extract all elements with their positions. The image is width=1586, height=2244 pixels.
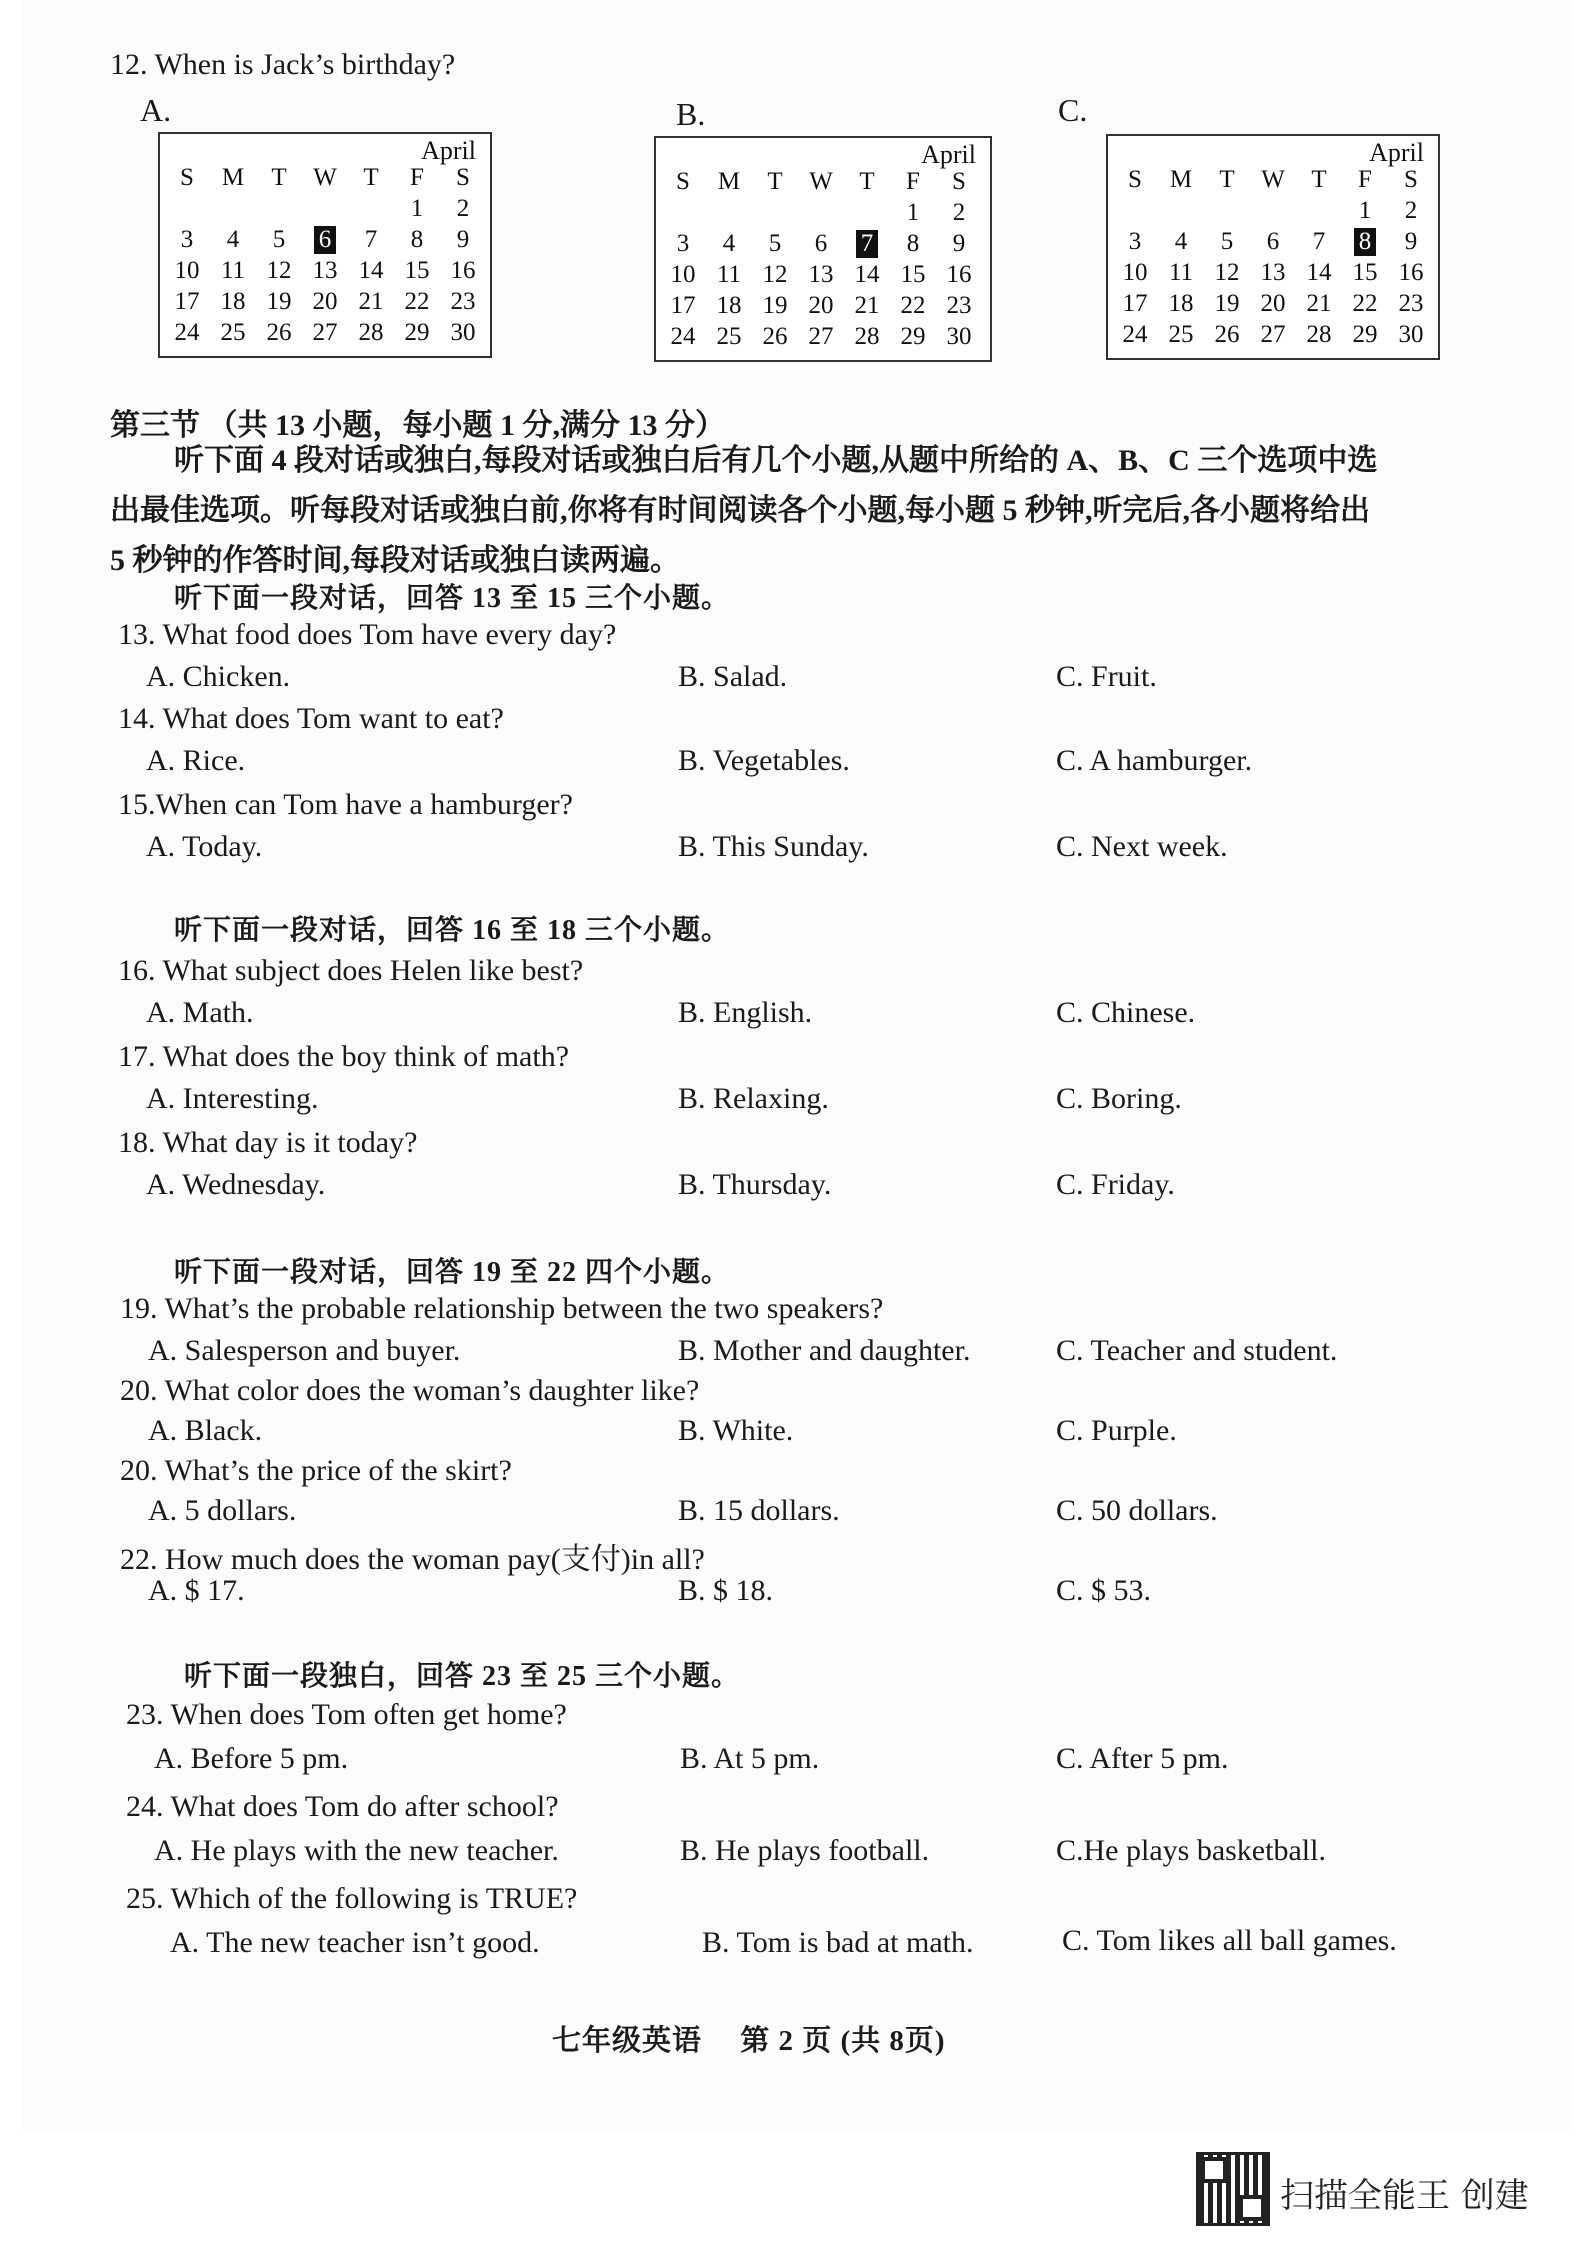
date-cell: 11 — [1168, 258, 1194, 286]
week-row — [660, 259, 982, 290]
date-cell: 11 — [716, 260, 742, 288]
date-cell: 3 — [1128, 227, 1142, 255]
week-row — [660, 290, 982, 321]
option-b: B. He plays football. — [680, 1834, 930, 1867]
date-cell: 24 — [174, 318, 200, 346]
date-cell: 17 — [670, 291, 696, 319]
date-cell: 14 — [854, 260, 880, 288]
date-cell: 21 — [854, 291, 880, 319]
scanner-brand: 扫描全能王 创建 — [1280, 2176, 1529, 2216]
option-b: B. Relaxing. — [678, 1082, 829, 1115]
question-21: 20. What’s the price of the skirt? — [120, 1454, 512, 1487]
option-a: A. Rice. — [146, 744, 246, 777]
calendar-a — [158, 132, 492, 358]
option-c: C. Fruit. — [1056, 660, 1157, 693]
option-c: C. Boring. — [1056, 1082, 1182, 1115]
week-row — [660, 321, 982, 352]
date-cell: 19 — [762, 291, 788, 319]
weekday-row — [164, 162, 486, 193]
date-cell: 21 — [358, 287, 384, 315]
date-cell — [210, 193, 256, 224]
date-cell: 1 — [906, 198, 920, 226]
question-24: 24. What does Tom do after school? — [126, 1790, 559, 1823]
date-cell: 15 — [1352, 258, 1378, 286]
date-cell — [844, 197, 890, 228]
date-cell: 18 — [716, 291, 742, 319]
calendar-grid — [1112, 164, 1434, 350]
question-25: 25. Which of the following is TRUE? — [126, 1882, 578, 1915]
calendar-c — [1106, 134, 1440, 360]
date-cell — [1250, 195, 1296, 226]
date-cell: 27 — [1260, 320, 1286, 348]
group-instruction: 听下面一段对话，回答 19 至 22 四个小题。 — [174, 1257, 731, 1288]
date-cell — [256, 193, 302, 224]
weekday-header: F — [906, 167, 920, 195]
date-cell — [660, 197, 706, 228]
week-row — [164, 286, 486, 317]
weekday-header: W — [313, 163, 337, 191]
date-cell: 1 — [1358, 196, 1372, 224]
option-b: B. White. — [678, 1414, 794, 1447]
option-b: B. 15 dollars. — [678, 1494, 840, 1527]
date-cell: 15 — [404, 256, 430, 284]
date-cell: 26 — [266, 318, 292, 346]
week-row — [164, 317, 486, 348]
date-cell: 3 — [180, 225, 194, 253]
question-17: 17. What does the boy think of math? — [118, 1040, 570, 1073]
date-cell: 25 — [716, 322, 742, 350]
highlighted-date: 8 — [1342, 226, 1388, 257]
date-cell: 19 — [266, 287, 292, 315]
date-cell: 18 — [1168, 289, 1194, 317]
weekday-header: T — [767, 167, 783, 195]
calendar-grid — [660, 166, 982, 352]
date-cell — [1158, 195, 1204, 226]
date-cell — [706, 197, 752, 228]
date-cell — [798, 197, 844, 228]
option-b: B. Thursday. — [678, 1168, 832, 1201]
date-cell: 23 — [1398, 289, 1424, 317]
date-cell: 23 — [946, 291, 972, 319]
date-cell: 4 — [1174, 227, 1188, 255]
option-b: B. Salad. — [678, 660, 788, 693]
calendar-month: April — [421, 136, 476, 165]
question-12: 12. When is Jack’s birthday? — [110, 48, 456, 81]
option-c: C. Chinese. — [1056, 996, 1196, 1029]
option-b: B. $ 18. — [678, 1574, 774, 1607]
date-cell: 21 — [1306, 289, 1332, 317]
weekday-header: M — [1169, 165, 1193, 193]
date-cell: 29 — [404, 318, 430, 346]
question-13: 13. What food does Tom have every day? — [118, 618, 617, 651]
date-cell: 1 — [410, 194, 424, 222]
weekday-header: S — [456, 163, 470, 191]
question-22: 22. How much does the woman pay(支付)in all? — [120, 1543, 705, 1576]
week-row — [660, 228, 982, 259]
week-row — [164, 193, 486, 224]
date-cell: 20 — [1260, 289, 1286, 317]
date-cell: 19 — [1214, 289, 1240, 317]
date-cell: 12 — [1214, 258, 1240, 286]
date-cell: 30 — [450, 318, 476, 346]
option-a: A. Interesting. — [146, 1082, 319, 1115]
weekday-header: F — [1358, 165, 1372, 193]
date-cell — [302, 193, 348, 224]
option-c: C. $ 53. — [1056, 1574, 1152, 1607]
date-cell: 30 — [1398, 320, 1424, 348]
date-cell: 7 — [1312, 227, 1326, 255]
option-a: A. $ 17. — [148, 1574, 245, 1607]
option-a: A. Black. — [148, 1414, 263, 1447]
date-cell: 13 — [1260, 258, 1286, 286]
week-row — [1112, 319, 1434, 350]
option-a: A. Chicken. — [146, 660, 291, 693]
option-c: C. Friday. — [1056, 1168, 1175, 1201]
question-19: 19. What’s the probable relationship between the two speakers? — [120, 1292, 884, 1325]
week-row — [164, 255, 486, 286]
option-b: B. Vegetables. — [678, 744, 850, 777]
option-a: A. The new teacher isn’t good. — [170, 1926, 540, 1959]
date-cell: 23 — [450, 287, 476, 315]
week-row — [660, 197, 982, 228]
date-cell: 28 — [358, 318, 384, 346]
intro-line-3: 5 秒钟的作答时间,每段对话或独白读两遍。 — [110, 544, 680, 577]
date-cell: 10 — [670, 260, 696, 288]
date-cell: 9 — [1404, 227, 1418, 255]
option-c: C. Tom likes all ball games. — [1062, 1924, 1397, 1957]
date-cell: 24 — [670, 322, 696, 350]
date-cell: 12 — [762, 260, 788, 288]
option-b: B. Mother and daughter. — [678, 1334, 971, 1367]
date-cell: 3 — [676, 229, 690, 257]
date-cell: 6 — [1266, 227, 1280, 255]
date-cell: 13 — [808, 260, 834, 288]
option-b: B. At 5 pm. — [680, 1742, 820, 1775]
calendar-b — [654, 136, 992, 362]
option-label-b: B. — [676, 96, 706, 132]
option-b: B. Tom is bad at math. — [702, 1926, 974, 1959]
date-cell: 22 — [900, 291, 926, 319]
date-cell: 13 — [312, 256, 338, 284]
date-cell: 2 — [1404, 196, 1418, 224]
date-cell: 14 — [1306, 258, 1332, 286]
date-cell: 18 — [220, 287, 246, 315]
date-cell: 12 — [266, 256, 292, 284]
date-cell: 8 — [410, 225, 424, 253]
week-row — [164, 224, 486, 255]
option-label-a: A. — [140, 92, 172, 128]
date-cell: 17 — [174, 287, 200, 315]
weekday-header: F — [410, 163, 424, 191]
date-cell: 16 — [1398, 258, 1424, 286]
weekday-header: T — [1311, 165, 1327, 193]
week-row — [1112, 288, 1434, 319]
date-cell: 4 — [226, 225, 240, 253]
date-cell: 26 — [1214, 320, 1240, 348]
date-cell: 20 — [808, 291, 834, 319]
date-cell: 27 — [808, 322, 834, 350]
calendar-month: April — [921, 140, 976, 169]
question-18: 18. What day is it today? — [118, 1126, 418, 1159]
option-a: A. Math. — [146, 996, 254, 1029]
date-cell: 5 — [768, 229, 782, 257]
weekday-header: W — [809, 167, 833, 195]
weekday-header: S — [952, 167, 966, 195]
date-cell: 28 — [1306, 320, 1332, 348]
date-cell: 30 — [946, 322, 972, 350]
date-cell: 2 — [456, 194, 470, 222]
weekday-header: S — [180, 163, 194, 191]
highlighted-date: 6 — [302, 224, 348, 255]
week-row — [1112, 257, 1434, 288]
date-cell: 16 — [946, 260, 972, 288]
date-cell: 20 — [312, 287, 338, 315]
option-a: A. Today. — [146, 830, 263, 863]
date-cell: 9 — [952, 229, 966, 257]
date-cell: 29 — [900, 322, 926, 350]
exam-page — [22, 0, 1572, 2130]
weekday-row — [1112, 164, 1434, 195]
calendar-grid — [164, 162, 486, 348]
date-cell: 10 — [1122, 258, 1148, 286]
date-cell: 24 — [1122, 320, 1148, 348]
option-label-c: C. — [1058, 92, 1088, 128]
page-footer: 七年级英语 第 2 页 (共 8页) — [552, 2025, 946, 2057]
group-instruction: 听下面一段对话，回答 16 至 18 三个小题。 — [174, 915, 731, 946]
group-instruction: 听下面一段独白，回答 23 至 25 三个小题。 — [184, 1661, 741, 1692]
question-14: 14. What does Tom want to eat? — [118, 702, 504, 735]
week-row — [1112, 226, 1434, 257]
weekday-header: S — [1128, 165, 1142, 193]
date-cell: 26 — [762, 322, 788, 350]
option-c: C. 50 dollars. — [1056, 1494, 1218, 1527]
date-cell — [164, 193, 210, 224]
date-cell: 25 — [1168, 320, 1194, 348]
option-c: C. Teacher and student. — [1056, 1334, 1338, 1367]
date-cell — [1296, 195, 1342, 226]
date-cell: 4 — [722, 229, 736, 257]
weekday-row — [660, 166, 982, 197]
weekday-header: W — [1261, 165, 1285, 193]
date-cell: 14 — [358, 256, 384, 284]
weekday-header: M — [221, 163, 245, 191]
question-20: 20. What color does the woman’s daughter like? — [120, 1374, 700, 1407]
date-cell: 8 — [906, 229, 920, 257]
weekday-header: T — [363, 163, 379, 191]
date-cell: 27 — [312, 318, 338, 346]
intro-line-1: 听下面 4 段对话或独白,每段对话或独白后有几个小题,从题中所给的 A、B、C 三个选项中选 — [174, 444, 1378, 477]
option-c: C. After 5 pm. — [1056, 1742, 1229, 1775]
section-title: 第三节 （共 13 小题，每小题 1 分,满分 13 分） — [110, 409, 725, 442]
option-c: C. Purple. — [1056, 1414, 1177, 1447]
date-cell: 22 — [404, 287, 430, 315]
question-16: 16. What subject does Helen like best? — [118, 954, 584, 987]
group-instruction: 听下面一段对话，回答 13 至 15 三个小题。 — [174, 583, 731, 614]
date-cell: 28 — [854, 322, 880, 350]
weekday-header: T — [271, 163, 287, 191]
calendar-month: April — [1369, 138, 1424, 167]
date-cell — [348, 193, 394, 224]
date-cell: 29 — [1352, 320, 1378, 348]
option-a: A. Salesperson and buyer. — [148, 1334, 461, 1367]
date-cell: 15 — [900, 260, 926, 288]
week-row — [1112, 195, 1434, 226]
date-cell: 22 — [1352, 289, 1378, 317]
date-cell: 16 — [450, 256, 476, 284]
weekday-header: S — [676, 167, 690, 195]
highlighted-date: 7 — [844, 228, 890, 259]
weekday-header: T — [1219, 165, 1235, 193]
date-cell — [1112, 195, 1158, 226]
date-cell: 7 — [364, 225, 378, 253]
date-cell: 17 — [1122, 289, 1148, 317]
question-23: 23. When does Tom often get home? — [126, 1698, 567, 1731]
date-cell: 5 — [1220, 227, 1234, 255]
date-cell: 9 — [456, 225, 470, 253]
option-b: B. This Sunday. — [678, 830, 869, 863]
option-a: A. Before 5 pm. — [154, 1742, 349, 1775]
option-a: A. 5 dollars. — [148, 1494, 297, 1527]
date-cell: 2 — [952, 198, 966, 226]
weekday-header: T — [859, 167, 875, 195]
date-cell: 10 — [174, 256, 200, 284]
option-b: B. English. — [678, 996, 813, 1029]
intro-line-2: 出最佳选项。听每段对话或独白前,你将有时间阅读各个小题,每小题 5 秒钟,听完后,各小题将给出 — [110, 494, 1370, 527]
option-a: A. He plays with the new teacher. — [154, 1834, 559, 1867]
date-cell: 25 — [220, 318, 246, 346]
option-c: C.He plays basketball. — [1056, 1834, 1326, 1867]
option-a: A. Wednesday. — [146, 1168, 326, 1201]
weekday-header: M — [717, 167, 741, 195]
qr-code-icon — [1196, 2152, 1270, 2226]
option-c: C. A hamburger. — [1056, 744, 1253, 777]
date-cell: 6 — [814, 229, 828, 257]
date-cell — [752, 197, 798, 228]
question-15: 15.When can Tom have a hamburger? — [118, 788, 573, 821]
date-cell — [1204, 195, 1250, 226]
option-c: C. Next week. — [1056, 830, 1228, 863]
weekday-header: S — [1404, 165, 1418, 193]
date-cell: 5 — [272, 225, 286, 253]
date-cell: 11 — [220, 256, 246, 284]
